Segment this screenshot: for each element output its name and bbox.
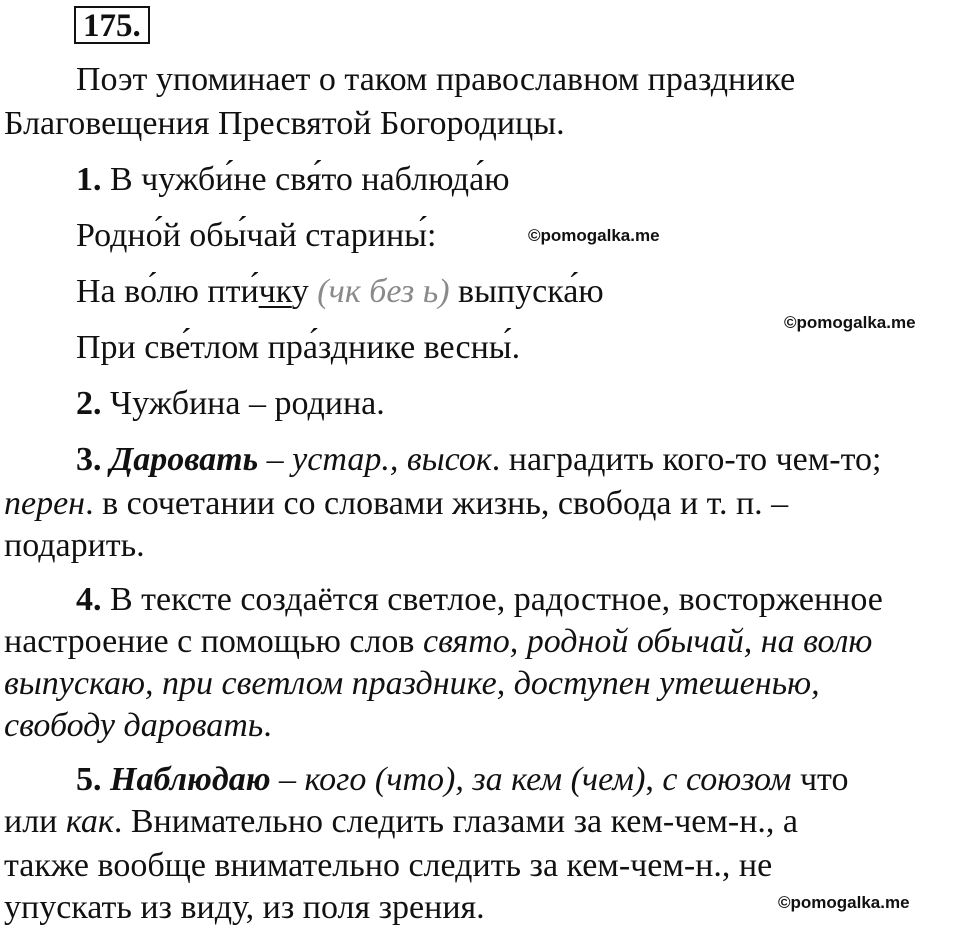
poem-line-1	[76, 160, 510, 200]
item-3-def-2: . в сочетании со словами жизнь, свобода и т. п. –	[85, 485, 789, 522]
poem-line-3-end: выпуска́ю	[458, 273, 604, 310]
poem-line-3	[76, 272, 604, 312]
item-3-term: Даровать	[110, 441, 259, 478]
item-4-line-3: выпускаю, при светлом празднике, доступен утешенью,	[4, 665, 820, 702]
watermark: ©pomogalka.me	[528, 226, 660, 245]
intro-line-1: Поэт упоминает о таком православном празднике	[76, 61, 796, 98]
item-5-term: Наблюдаю	[110, 761, 271, 798]
item-3-line-2	[4, 484, 788, 524]
item-4-quote-3: свободу даровать	[4, 707, 264, 744]
item-2-text: Чужбина – родина.	[110, 385, 385, 422]
task-number: 175.	[74, 6, 150, 44]
item-1-number: 1.	[76, 161, 102, 198]
item-4-text-2: настроение с помощью слов	[4, 623, 415, 660]
item-4-line-2	[4, 622, 872, 662]
item-3-marks: – устар., высок	[266, 441, 492, 478]
item-2-number: 2.	[76, 385, 102, 422]
item-5-kak: как	[65, 803, 114, 840]
item-5-or: или	[4, 803, 58, 840]
item-4-text-1: В тексте создаётся светлое, радостное, восторженное	[110, 581, 883, 618]
item-3-line-3: подарить.	[4, 527, 145, 564]
poem-line-2: Родно́й обы́чай старины́:	[76, 217, 437, 254]
item-5-grammar: – кого (что), за кем (чем)	[279, 761, 646, 798]
item-4-end: .	[263, 707, 272, 744]
watermark: ©pomogalka.me	[784, 313, 916, 332]
item-4-number: 4.	[76, 581, 102, 618]
item-5-line-3: также вообще внимательно следить за кем-чем-н., не	[4, 847, 773, 884]
item-5-line-4: упускать из виду, из поля зрения.	[4, 889, 485, 926]
item-5-line-1	[76, 760, 848, 800]
item-5-comma: ,	[645, 761, 654, 798]
underlined-letters: чк	[258, 273, 292, 310]
item-4-quote-1: свято, родной обычай, на волю	[423, 623, 873, 660]
poem-line-3-letter: у	[291, 273, 309, 310]
poem-line-3-start: На во́лю пти́	[76, 273, 259, 310]
item-5-def-1: . Внимательно следить глазами за кем-чем-н., а	[113, 803, 799, 840]
watermark: ©pomogalka.me	[778, 893, 910, 912]
item-5-line-2	[4, 802, 798, 842]
poem-line-4: При све́тлом пра́зднике весны́.	[76, 329, 521, 366]
item-4-line-4	[4, 706, 272, 746]
intro-line-2: Благовещения Пресвятой Богородицы.	[4, 105, 565, 142]
spelling-note: (чк без ь)	[317, 273, 450, 310]
item-3-line-1	[76, 440, 881, 480]
poem-line-1-text: В чужби́не свя́то наблюда́ю	[110, 161, 510, 198]
item-3-dot: .	[491, 441, 501, 478]
item-3-peren: перен	[4, 485, 86, 522]
item-3-number: 3.	[76, 441, 102, 478]
item-3-def-1: наградить кого-то чем-то;	[508, 441, 882, 478]
item-5-conj: с союзом	[662, 761, 792, 798]
item-5-what: что	[799, 761, 849, 798]
item-4-line-1	[76, 580, 883, 620]
item-5-number: 5.	[76, 761, 102, 798]
item-2	[76, 384, 385, 424]
